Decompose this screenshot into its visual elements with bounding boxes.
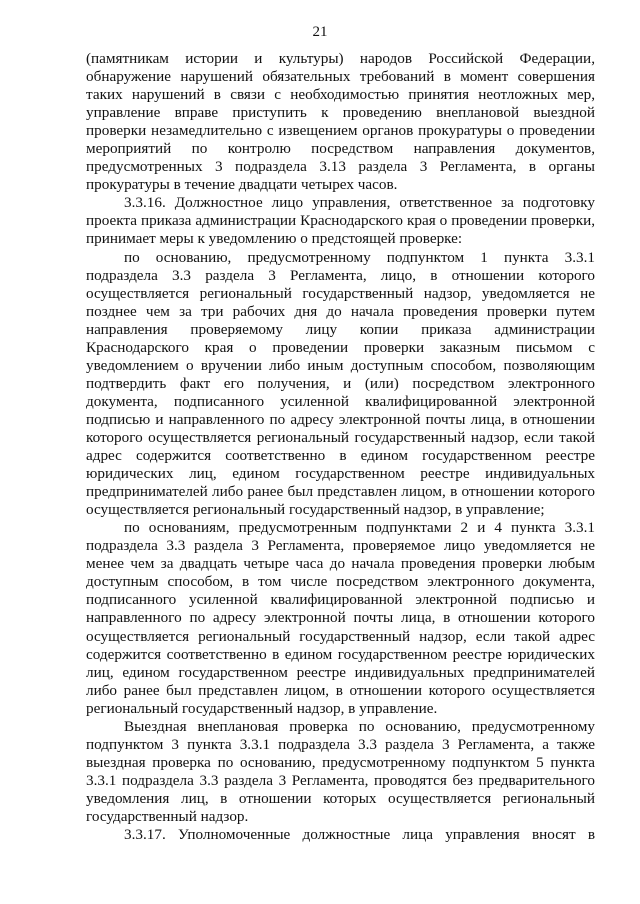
paragraph-basis-subpoints-2-4: по основаниям, предусмотренным подпунктами 2 и 4 пункта 3.3.1 подраздела 3.3 раздела 3 Регламента, проверяемое лицо уведомляется не менее чем за двадцать четыре часа до начала проведения проверки любым доступным способом, в том числе посредством электронного документа, подписанного усиленной квалифицированной электронной подписью и направленного по адресу электронной почты лица, в отношении которого осуществляется региональный государственный надзор, если такой адрес содержится соответственно в едином государственном реестре юридических лиц, едином государственном реестре индивидуальных предпринимателей либо ранее был представлен лицом, в отношении которого осуществляется региональный государственный надзор, в управление. — [86, 519, 595, 717]
paragraph-basis-subpoint-1: по основанию, предусмотренному подпунктом 1 пункта 3.3.1 подраздела 3.3 раздела 3 Регламента, лицо, в отношении которого осуществляется региональный государственный надзор, уведомляется не позднее чем за три рабочих дня до начала проведения проверки путем направления проверяемому лицу копии приказа администрации Краснодарского края о проведении проверки заказным письмом с уведомлением о вручении либо иным доступным способом, позволяющим подтвердить факт его получения, и (или) посредством электронного документа, подписанного усиленной квалифицированной электронной подписью и направленного по адресу электронной почты лица, в отношении которого осуществляется региональный государственный надзор, если такой адрес содержится соответственно в едином государственном реестре юридических лиц, едином государственном реестре индивидуальных предпринимателей либо ранее был представлен лицом, в отношении которого осуществляется региональный государственный надзор, в управление; — [86, 248, 595, 519]
paragraph-unannounced-inspection: Выездная внеплановая проверка по основанию, предусмотренному подпунктом 3 пункта 3.3.1 подраздела 3.3 раздела 3 Регламента, а также выездная проверка по основанию, предусмотренному подпунктом 5 пункта 3.3.1 подраздела 3.3 раздела 3 Регламента, проводятся без предварительного уведомления лиц, в отношении которых осуществляется региональный государственный надзор. — [86, 717, 595, 825]
paragraph-3-3-16: 3.3.16. Должностное лицо управления, ответственное за подготовку проекта приказа администрации Краснодарского края о проведении проверки, принимает меры к уведомлению о предстоящей проверке: — [86, 194, 595, 248]
page-number: 21 — [312, 24, 328, 40]
document-body — [86, 50, 595, 844]
paragraph-continuation: (памятникам истории и культуры) народов Российской Федерации, обнаружение нарушений обязательных требований в момент совершения таких нарушений в связи с необходимостью принятия неотложных мер, управление вправе приступить к проведению внеплановой выездной проверки незамедлительно с извещением органов прокуратуры о проведении мероприятий по контролю посредством направления документов, предусмотренных 3 подраздела 3.13 раздела 3 Регламента, в органы прокуратуры в течение двадцати четырех часов. — [86, 50, 595, 194]
paragraph-3-3-17: 3.3.17. Уполномоченные должностные лица управления вносят в — [124, 826, 595, 844]
